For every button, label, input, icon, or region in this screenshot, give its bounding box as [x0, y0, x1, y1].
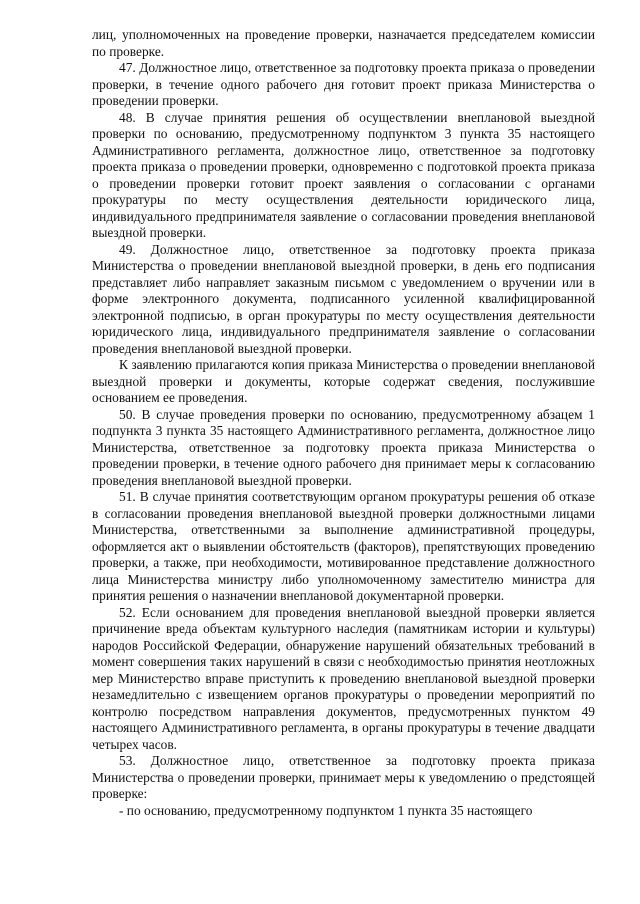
paragraph-48: 48. В случае принятия решения об осуществлении внеплановой выездной проверки по основанию, предусмотренному подпунктом 3 пункта 35 настоящего Административного регламента, должностное лицо, ответственное за подготовку проекта приказа о проведении проверки, одновременно с подготовкой проекта приказа о проведении проверки готовит проект заявления о согласовании с органами прокуратуры по месту осуществления деятельности юридического лица, индивидуального предпринимателя заявление о согласовании проведения внеплановой выездной проверки. [92, 109, 595, 240]
paragraph-47: 47. Должностное лицо, ответственное за подготовку проекта приказа о проведении проверки, в течение одного рабочего дня готовит проект приказа Министерства о проведении проверки. [92, 60, 595, 108]
paragraph-53: 53. Должностное лицо, ответственное за подготовку проекта приказа Министерства о проведении проверки, принимает меры к уведомлению о предстоящей проверке: [92, 753, 595, 801]
document-page [92, 27, 595, 819]
paragraph-51: 51. В случае принятия соответствующим органом прокуратуры решения об отказе в согласовании проведения внеплановой выездной проверки должностными лицами Министерства, ответственными за выполнение административной процедуры, оформляется акт о выявлении обстоятельств (факторов), препятствующих проведению проверки, а также, при необходимости, мотивированное представление должностного лица Министерства министру либо уполномоченному заместителю министра для принятия решения о назначении внеплановой документарной проверки. [92, 489, 595, 603]
paragraph-52: 52. Если основанием для проведения внеплановой выездной проверки является причинение вреда объектам культурного наследия (памятникам истории и культуры) народов Российской Федерации, обнаружение нарушений обязательных требований в момент совершения таких нарушений в связи с необходимостью принятия неотложных мер Министерство вправе приступить к проведению внеплановой выездной проверки незамедлительно с извещением органов прокуратуры о проведении мероприятий по контролю посредством направления документов, предусмотренных пунктом 49 настоящего Административного регламента, в органы прокуратуры в течение двадцати четырех часов. [92, 604, 595, 752]
paragraph-continuation: лиц, уполномоченных на проведение проверки, назначается председателем комиссии по проверке. [92, 27, 595, 59]
paragraph-49: 49. Должностное лицо, ответственное за подготовку проекта приказа Министерства о проведении внеплановой выездной проверки, в день его подписания представляет либо направляет заказным письмом с уведомлением о вручении или в форме электронного документа, подписанного усиленной квалифицированной электронной подписью, в орган прокуратуры по месту осуществления деятельности юридического лица, индивидуального предпринимателя заявление о согласовании проведения внеплановой выездной проверки. [92, 241, 595, 356]
paragraph-50: 50. В случае проведения проверки по основанию, предусмотренному абзацем 1 подпункта 3 пункта 35 настоящего Административного регламента, должностное лицо Министерства, ответственное за подготовку проекта приказа Министерства о проведении проверки, в течение одного рабочего дня принимает меры к согласованию проведения внеплановой выездной проверки. [92, 406, 595, 488]
paragraph-49-attachment: К заявлению прилагаются копия приказа Министерства о проведении внеплановой выездной проверки и документы, которые содержат сведения, послужившие основанием ее проведения. [92, 357, 595, 405]
paragraph-53-item: - по основанию, предусмотренному подпунктом 1 пункта 35 настоящего [119, 802, 533, 818]
